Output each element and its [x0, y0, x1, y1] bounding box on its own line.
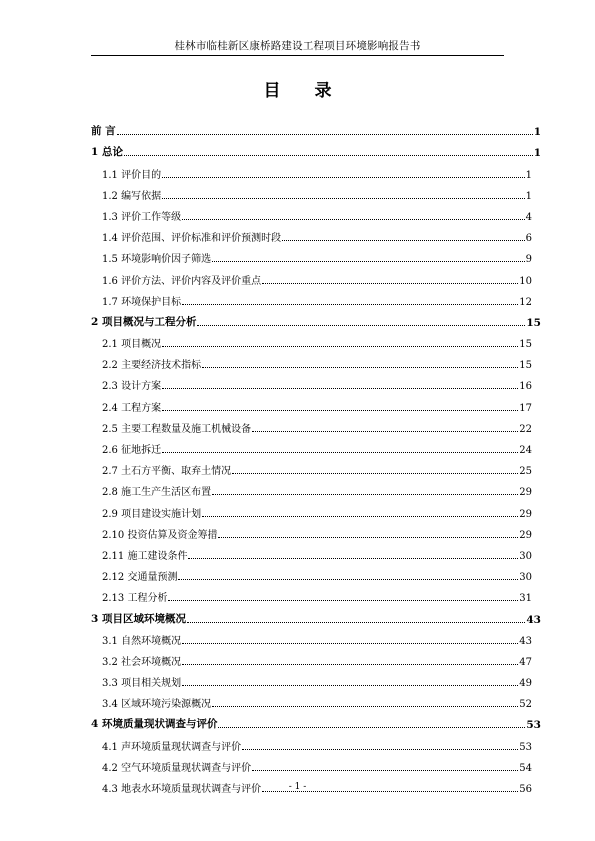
toc-entry-label: 2.4 工程方案 — [102, 402, 162, 414]
toc-entry-page: 53 — [526, 719, 541, 732]
toc-dot-leader — [242, 749, 518, 750]
toc-entry-page: 52 — [519, 699, 532, 711]
toc-entry-label: 3.3 项目相关规划 — [102, 678, 182, 690]
toc-dot-leader — [212, 494, 518, 495]
toc-entry-label: 1.4 评价范围、评价标准和评价预测时段 — [102, 233, 282, 245]
toc-entry-label: 1.2 编写依据 — [102, 190, 162, 202]
toc-entry-label: 2.3 设计方案 — [102, 381, 162, 393]
toc-entry-page: 49 — [519, 678, 532, 690]
toc-entry-page: 29 — [519, 508, 532, 520]
toc-chapter-entry[interactable] — [91, 138, 541, 159]
toc-section-entry[interactable] — [91, 689, 541, 710]
toc-dot-leader — [202, 367, 518, 368]
toc-dot-leader — [162, 452, 518, 453]
toc-section-entry[interactable] — [91, 371, 541, 392]
toc-dot-leader — [282, 240, 525, 241]
toc-entry-page: 1 — [533, 147, 541, 160]
toc-dot-leader — [162, 388, 518, 389]
toc-entry-page: 17 — [519, 402, 532, 414]
toc-entry-label: 2 项目概况与工程分析 — [91, 315, 197, 328]
toc-section-entry[interactable] — [91, 414, 541, 435]
toc-entry-page: 9 — [525, 254, 532, 266]
toc-entry-label: 2.9 项目建设实施计划 — [102, 508, 202, 520]
toc-entry-page: 16 — [519, 381, 532, 393]
toc-section-entry[interactable] — [91, 626, 541, 647]
header-divider — [91, 55, 504, 56]
toc-entry-label: 2.1 项目概况 — [102, 339, 162, 351]
toc-entry-page: 47 — [519, 656, 532, 668]
toc-entry-page: 56 — [519, 784, 532, 795]
running-header: 桂林市临桂新区康桥路建设工程项目环境影响报告书 — [174, 40, 421, 52]
toc-section-entry[interactable] — [91, 350, 541, 371]
toc-section-entry[interactable] — [91, 731, 541, 752]
toc-entry-label: 4 环境质量现状调查与评价 — [91, 718, 218, 731]
toc-dot-leader — [168, 600, 518, 601]
toc-entry-page: 6 — [525, 233, 532, 245]
table-of-contents — [91, 117, 541, 795]
toc-section-entry[interactable] — [91, 244, 541, 265]
toc-section-entry[interactable] — [91, 668, 541, 689]
toc-entry-page: 53 — [519, 741, 532, 753]
toc-entry-label: 2.11 施工建设条件 — [102, 550, 188, 562]
toc-entry-label: 4.3 地表水环境质量现状调查与评价 — [102, 784, 262, 795]
toc-chapter-entry[interactable] — [91, 604, 541, 625]
toc-entry-page: 29 — [519, 529, 532, 541]
toc-section-entry[interactable] — [91, 223, 541, 244]
toc-entry-page: 22 — [519, 423, 532, 435]
toc-entry-label: 2.10 投资估算及资金筹措 — [102, 529, 218, 541]
toc-section-entry[interactable] — [91, 520, 541, 541]
toc-entry-label: 前 言 — [91, 125, 116, 138]
toc-entry-label: 2.5 主要工程数量及施工机械设备 — [102, 423, 252, 435]
toc-dot-leader — [162, 198, 525, 199]
toc-entry-page: 15 — [526, 316, 541, 329]
toc-title: 目 录 — [263, 81, 346, 101]
toc-entry-label: 4.2 空气环境质量现状调查与评价 — [102, 762, 252, 774]
toc-dot-leader — [162, 410, 518, 411]
toc-section-entry[interactable] — [91, 753, 541, 774]
toc-entry-label: 2.8 施工生产生活区布置 — [102, 487, 212, 499]
toc-section-entry[interactable] — [91, 435, 541, 456]
toc-entry-label: 3 项目区域环境概况 — [91, 612, 186, 625]
toc-entry-page: 43 — [526, 613, 541, 626]
toc-dot-leader — [182, 304, 518, 305]
toc-entry-page: 43 — [519, 635, 532, 647]
toc-entry-label: 2.13 工程分析 — [102, 593, 168, 605]
toc-section-entry[interactable] — [91, 202, 541, 223]
toc-entry-label: 2.2 主要经济技术指标 — [102, 360, 202, 372]
toc-section-entry[interactable] — [91, 541, 541, 562]
toc-dot-leader — [197, 325, 525, 326]
toc-section-entry[interactable] — [91, 287, 541, 308]
toc-entry-page: 31 — [519, 593, 532, 605]
toc-dot-leader — [182, 685, 518, 686]
toc-entry-page: 1 — [533, 126, 541, 139]
page-number: - 1 - — [288, 782, 307, 792]
toc-section-entry[interactable] — [91, 477, 541, 498]
toc-dot-leader — [187, 622, 525, 623]
toc-entry-label: 2.6 征地拆迁 — [102, 445, 162, 456]
toc-entry-label: 3.2 社会环境概况 — [102, 656, 182, 668]
toc-chapter-entry[interactable] — [91, 710, 541, 731]
toc-entry-label: 3.4 区域环境污染源概况 — [102, 699, 212, 711]
toc-entry-page: 4 — [525, 211, 532, 223]
toc-section-entry[interactable] — [91, 456, 541, 477]
toc-chapter-entry[interactable] — [91, 308, 541, 329]
toc-section-entry[interactable] — [91, 181, 541, 202]
toc-entry-label: 1 总论 — [91, 146, 123, 159]
toc-dot-leader — [218, 537, 518, 538]
toc-dot-leader — [202, 516, 518, 517]
toc-section-entry[interactable] — [91, 392, 541, 413]
toc-dot-leader — [182, 219, 525, 220]
toc-entry-label: 1.5 环境影响价因子筛选 — [102, 254, 212, 266]
toc-dot-leader — [212, 706, 518, 707]
toc-dot-leader — [262, 283, 518, 284]
toc-dot-leader — [178, 579, 518, 580]
toc-dot-leader — [188, 558, 518, 559]
toc-section-entry[interactable] — [91, 498, 541, 519]
toc-dot-leader — [218, 727, 525, 728]
toc-entry-page: 1 — [525, 169, 532, 181]
toc-entry-page: 30 — [519, 572, 532, 584]
toc-section-entry[interactable] — [91, 159, 541, 180]
toc-entry-page: 12 — [519, 296, 532, 308]
toc-dot-leader — [162, 177, 525, 178]
toc-entry-label: 1.6 评价方法、评价内容及评价重点 — [102, 275, 262, 287]
toc-dot-leader — [252, 770, 518, 771]
toc-entry-label: 3.1 自然环境概况 — [102, 635, 182, 647]
toc-section-entry[interactable] — [91, 647, 541, 668]
toc-section-entry[interactable] — [91, 583, 541, 604]
toc-dot-leader — [117, 134, 533, 135]
toc-entry-page: 10 — [519, 275, 532, 287]
toc-entry-page: 30 — [519, 550, 532, 562]
toc-dot-leader — [232, 473, 518, 474]
toc-section-entry[interactable] — [91, 329, 541, 350]
toc-dot-leader — [252, 431, 518, 432]
toc-entry-label: 1.7 环境保护目标 — [102, 296, 182, 308]
toc-entry-page: 24 — [519, 445, 532, 456]
toc-entry-label: 1.1 评价目的 — [102, 169, 162, 181]
toc-dot-leader — [124, 155, 533, 156]
toc-dot-leader — [182, 643, 518, 644]
toc-entry-page: 54 — [519, 762, 532, 774]
toc-entry-page: 1 — [525, 190, 532, 202]
toc-entry-page: 15 — [519, 360, 532, 372]
toc-chapter-entry[interactable] — [91, 117, 541, 138]
toc-section-entry[interactable] — [91, 265, 541, 286]
toc-section-entry[interactable] — [91, 562, 541, 583]
toc-dot-leader — [182, 664, 518, 665]
toc-entry-label: 1.3 评价工作等级 — [102, 211, 182, 223]
toc-entry-label: 4.1 声环境质量现状调查与评价 — [102, 741, 242, 753]
toc-entry-label: 2.12 交通量预测 — [102, 572, 178, 584]
toc-entry-label: 2.7 土石方平衡、取弃土情况 — [102, 466, 232, 478]
toc-dot-leader — [212, 261, 525, 262]
toc-entry-page: 25 — [519, 466, 532, 478]
toc-dot-leader — [162, 346, 518, 347]
toc-entry-page: 29 — [519, 487, 532, 499]
toc-entry-page: 15 — [519, 339, 532, 351]
